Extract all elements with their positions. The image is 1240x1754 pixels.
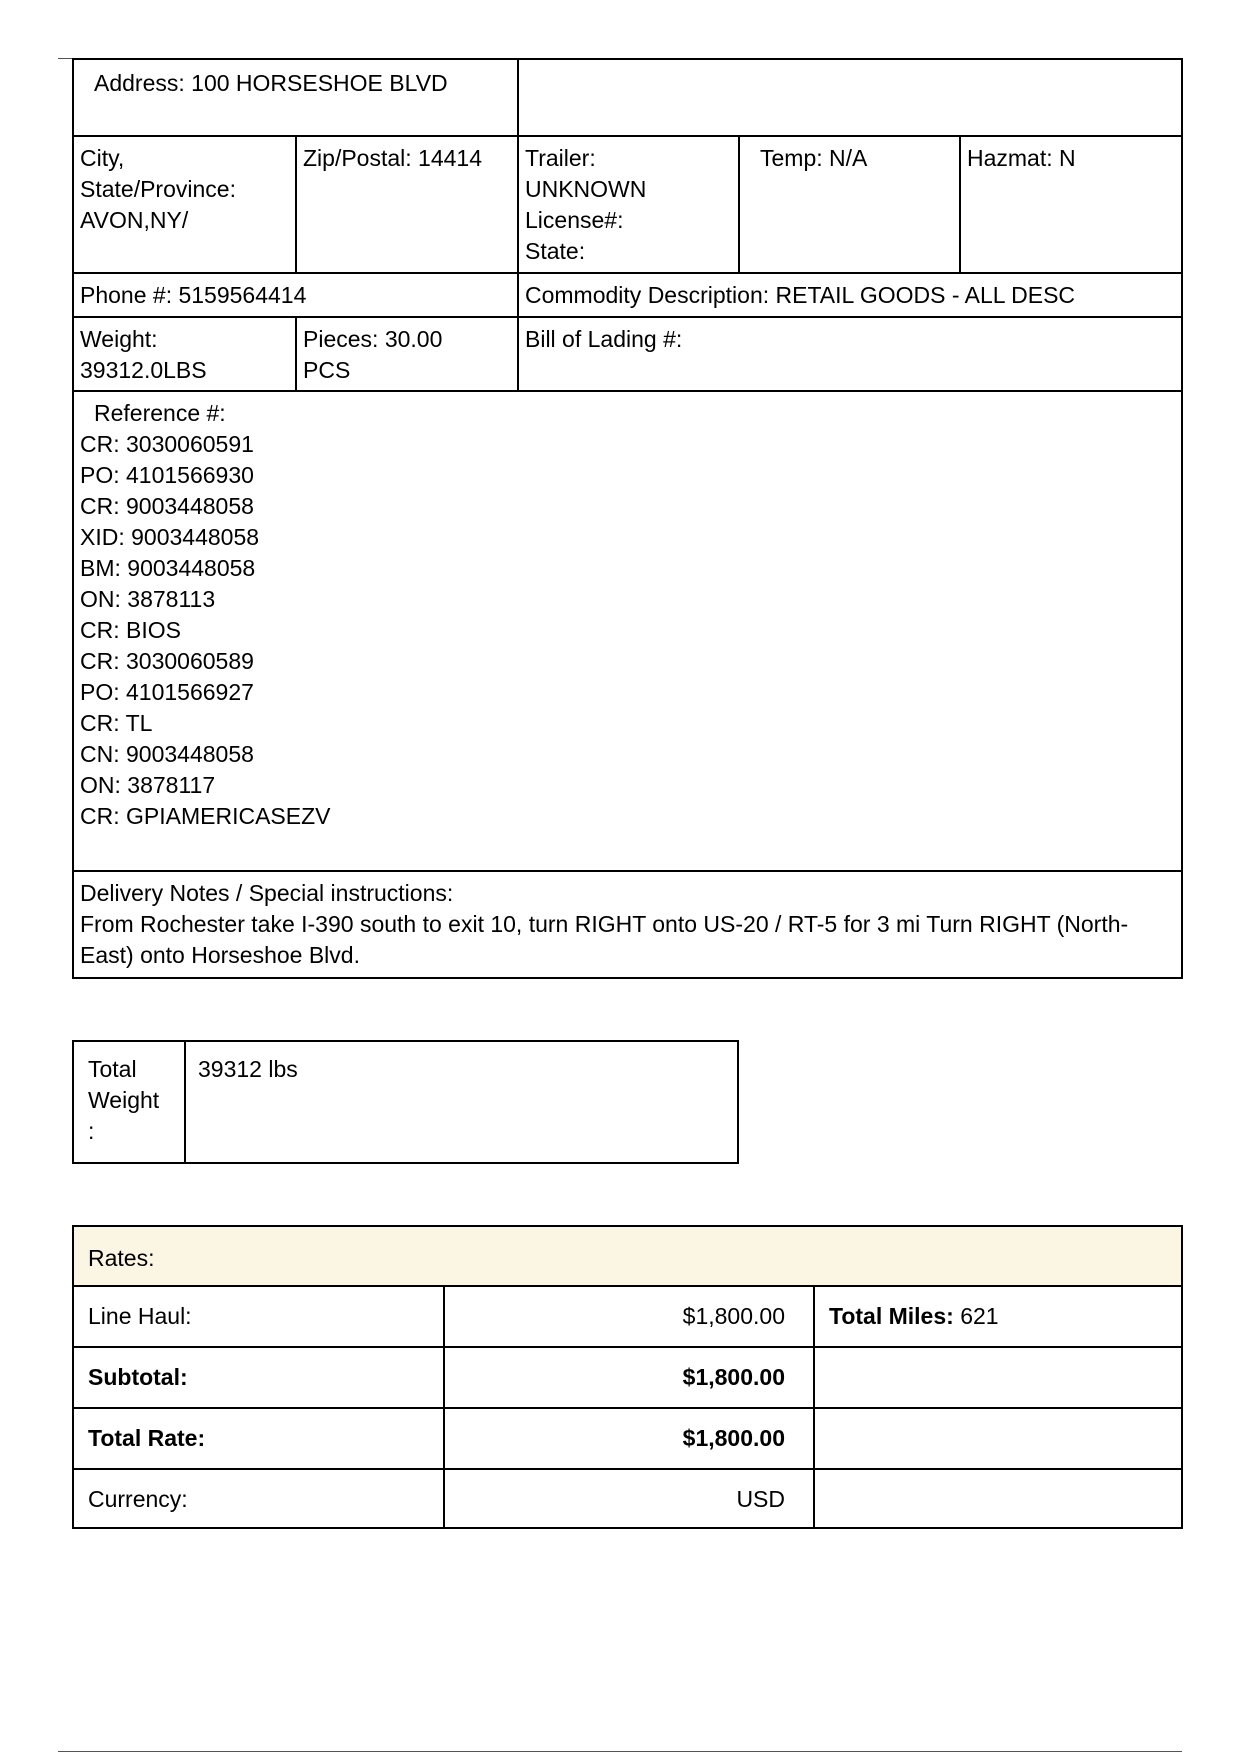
reference-item: PO: 4101566927	[80, 679, 254, 705]
reference-item: CN: 9003448058	[80, 741, 254, 767]
pieces-cell: Pieces: 30.00 PCS	[303, 326, 443, 383]
reference-item: CR: 3030060591	[80, 431, 254, 457]
reference-item: BM: 9003448058	[80, 555, 256, 581]
reference-item: ON: 3878113	[80, 586, 216, 612]
delivery-notes-text: From Rochester take I-390 south to exit 10, turn RIGHT onto US-20 / RT-5 for 3 mi Turn RIGHT (North-East) onto Horseshoe Blvd.	[80, 911, 1129, 968]
reference-cell	[74, 392, 1179, 838]
line-haul-label: Line Haul:	[88, 1303, 192, 1329]
currency-value: USD	[736, 1486, 785, 1512]
hazmat-cell: Hazmat: N	[967, 145, 1076, 171]
city-state-cell: City, State/Province: AVON,NY/	[80, 145, 236, 233]
shipment-details-table	[72, 58, 1183, 979]
total-miles-cell	[815, 1287, 1181, 1346]
bill-of-lading-cell: Bill of Lading #:	[525, 326, 683, 352]
weight-cell: Weight: 39312.0LBS	[80, 326, 207, 383]
total-rate-value: $1,800.00	[682, 1425, 785, 1451]
subtotal-label: Subtotal:	[88, 1364, 188, 1390]
reference-item: PO: 4101566930	[80, 462, 254, 488]
reference-label: Reference #:	[94, 400, 226, 426]
bottom-page-rule	[58, 1751, 1182, 1752]
phone-cell: Phone #: 5159564414	[80, 282, 307, 308]
temp-cell: Temp: N/A	[760, 145, 868, 171]
total-miles-value: 621	[953, 1303, 999, 1329]
delivery-notes-label: Delivery Notes / Special instructions:	[80, 880, 454, 906]
commodity-cell: Commodity Description: RETAIL GOODS - ALL DESC	[525, 282, 1076, 308]
reference-item: ON: 3878117	[80, 772, 216, 798]
total-weight-value: 39312 lbs	[198, 1056, 298, 1082]
total-weight-label: Total Weight :	[88, 1056, 160, 1144]
delivery-notes-cell	[74, 872, 1179, 977]
reference-item: CR: 9003448058	[80, 493, 254, 519]
subtotal-value: $1,800.00	[682, 1364, 785, 1390]
currency-label: Currency:	[88, 1486, 188, 1512]
total-rate-label: Total Rate:	[88, 1425, 206, 1451]
rates-table	[72, 1225, 1183, 1529]
reference-item: XID: 9003448058	[80, 524, 260, 550]
rates-header: Rates:	[74, 1227, 1181, 1285]
trailer-cell: Trailer: UNKNOWN License#: State:	[525, 145, 647, 264]
zip-cell: Zip/Postal: 14414	[303, 145, 483, 171]
address-cell: Address: 100 HORSESHOE BLVD	[94, 70, 448, 96]
col-divider	[738, 135, 740, 272]
line-haul-value: $1,800.00	[682, 1303, 785, 1329]
reference-item: CR: TL	[80, 710, 153, 736]
total-weight-table	[72, 1040, 739, 1164]
col-divider	[184, 1042, 186, 1162]
total-miles-label: Total Miles:	[829, 1303, 954, 1329]
reference-item: CR: 3030060589	[80, 648, 254, 674]
reference-item: CR: GPIAMERICASEZV	[80, 803, 331, 829]
reference-item: CR: BIOS	[80, 617, 181, 643]
